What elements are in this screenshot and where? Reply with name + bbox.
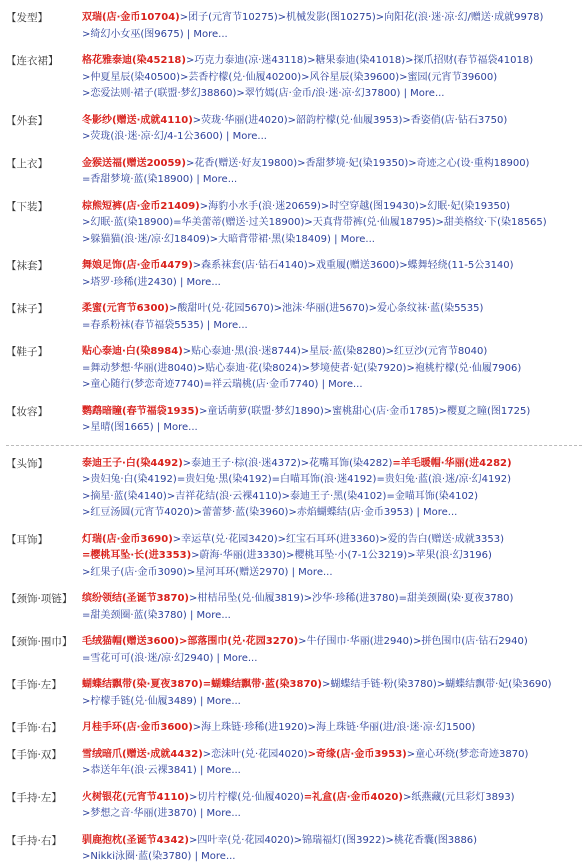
item-line <box>82 651 586 668</box>
item-line <box>82 377 586 394</box>
category-row <box>2 107 586 146</box>
item-link[interactable]: >时空穿越(图19430) <box>320 200 419 212</box>
item-link[interactable]: >韶韵柠檬(兑·仙履3953) <box>287 114 403 126</box>
category-label: 【耳饰】 <box>6 533 48 546</box>
item-line <box>82 129 586 146</box>
item-line <box>82 489 586 506</box>
highlighted-item-link[interactable]: >奇缘(店·金币3953) <box>307 748 407 760</box>
category-label: 【连衣裙】 <box>6 55 59 67</box>
item-link[interactable]: >花嘴耳饰(染4282) <box>300 457 393 469</box>
item-link[interactable]: >恭送年年(浪·云裸3841) <box>82 765 197 776</box>
item-link[interactable]: >赤焰蝴蝶结(店·金币3953) <box>288 507 414 518</box>
more-link[interactable]: | More... <box>186 609 231 621</box>
highlighted-item-link[interactable]: 蝴蝶结飘带(染·夏夜3870) <box>82 679 203 690</box>
item-link[interactable]: >爱的告白(赠送·成就3353) <box>379 533 505 545</box>
more-link[interactable]: | More... <box>318 379 363 390</box>
item-link[interactable]: >红果子(店·金币3090) <box>82 566 187 578</box>
item-line <box>82 86 586 103</box>
item-list <box>82 628 586 667</box>
item-link[interactable]: =香甜梦境·蓝(染18900) <box>82 174 194 185</box>
more-link[interactable]: | More... <box>400 88 445 99</box>
item-link[interactable]: >香姿俏(店·钻石3750) <box>402 114 508 126</box>
category-row <box>2 150 586 189</box>
item-link[interactable]: >柑桔吊坠(兑·仙履3819) <box>188 593 304 604</box>
item-link[interactable]: =白喵耳饰(浪·迷4192) <box>271 474 377 485</box>
item-line <box>82 747 586 764</box>
item-link[interactable]: >童心随行(梦恋奇迹7740) <box>82 379 204 390</box>
item-link[interactable]: =华美蕾蒂(赠送·过关18900) <box>173 217 305 228</box>
category-row <box>2 193 586 249</box>
item-link[interactable]: >星辰·蓝(染8280) <box>300 346 386 357</box>
item-list <box>82 4 586 43</box>
item-link[interactable]: >贵妇兔·白(染4192) <box>82 474 177 485</box>
section-divider <box>6 445 582 446</box>
item-link[interactable]: >森系袜套(店·钻石4140) <box>192 260 308 271</box>
item-line <box>82 27 586 44</box>
item-link[interactable]: >大暗背带裙·黑(染18409) <box>209 233 331 245</box>
item-link[interactable]: =金喵耳饰(染4102) <box>386 490 479 502</box>
highlighted-item-link[interactable]: 双瑞(店·金币10704) <box>82 12 180 23</box>
item-link[interactable]: >绮幻小女巫(图9675) <box>82 28 184 40</box>
item-line <box>82 505 586 522</box>
item-link[interactable]: >糖果泰迪(染41018) <box>307 55 406 66</box>
category-row <box>2 398 586 437</box>
outfit-ranking-list <box>0 4 588 862</box>
item-link[interactable]: >荧珑(浪·迷·凉·幻/4-1公3600) <box>82 131 223 142</box>
highlighted-item-link[interactable]: 贴心泰迪·白(染8984) <box>82 346 183 357</box>
highlighted-item-link[interactable]: 缤纷领结(圣诞节3870) <box>82 593 189 604</box>
item-link[interactable]: >纸燕藏(元旦彩灯3893) <box>402 791 515 803</box>
item-line <box>82 301 586 318</box>
item-list <box>82 107 586 146</box>
item-link[interactable]: >荧珑·华丽(进4020) <box>192 114 288 126</box>
item-list <box>82 714 586 737</box>
item-link[interactable]: >贴心泰迪·黑(浪·迷8744) <box>182 346 301 357</box>
item-link[interactable]: >风谷星辰(染39600) <box>301 71 400 83</box>
item-link[interactable]: >吉祥花结(浪·云裸4110) <box>166 490 282 502</box>
category-label: 【袜套】 <box>6 260 48 272</box>
item-link[interactable]: =贵妇兔·黑(染4192) <box>176 474 272 485</box>
more-link[interactable]: | More... <box>222 131 267 142</box>
item-list <box>82 450 586 522</box>
category-row <box>2 295 586 334</box>
item-link[interactable]: >天真背带裤(兑·仙履18795) <box>304 217 436 228</box>
item-line <box>82 70 586 87</box>
item-line <box>82 361 586 378</box>
more-link[interactable]: | More... <box>183 28 228 40</box>
item-link[interactable]: >幸运草(兑·花园3420) <box>172 533 278 545</box>
item-link[interactable]: >切片柠檬(兑·仙履4020) <box>188 791 304 803</box>
category-label: 【手持·左】 <box>6 791 62 804</box>
item-line <box>82 634 586 651</box>
item-link[interactable]: >甜美格纹·下(染18565) <box>435 217 547 228</box>
item-line <box>82 456 586 473</box>
item-link[interactable]: >幻眠·蓝(染18900) <box>82 217 174 228</box>
item-list <box>82 338 586 394</box>
item-link[interactable]: >海豹小水手(浪·迷20659) <box>199 200 321 212</box>
item-link[interactable]: >蜜桃甜心(店·金币1785) <box>323 405 439 417</box>
item-link[interactable]: >向阳花(浪·迷·凉·幻/赠送·成就9978) <box>375 12 544 23</box>
item-link[interactable]: >苹果(浪·幻3196) <box>407 550 492 561</box>
item-line <box>82 806 586 823</box>
category-label: 【发型】 <box>6 12 48 24</box>
item-link[interactable]: >童心环绕(梦恋奇迹3870) <box>406 748 529 760</box>
highlighted-item-link[interactable]: 棕熊短裤(店·金币21409) <box>82 200 200 212</box>
item-link[interactable]: >四叶幸(兑·花园4020) <box>188 834 294 846</box>
item-link[interactable]: =祥云瑞桃(店·金币7740) <box>203 379 319 390</box>
item-link[interactable]: >仲夏星辰(染40500) <box>82 71 180 83</box>
item-line <box>82 591 586 608</box>
item-line <box>82 404 586 421</box>
item-link[interactable]: >红豆汤圆(元宵节4020) <box>82 507 194 518</box>
category-label: 【手持·右】 <box>6 834 62 847</box>
highlighted-item-link[interactable]: 舞娘足饰(店·金币4479) <box>82 260 193 271</box>
highlighted-item-link[interactable]: 金猴送福(赠送20059) <box>82 157 186 169</box>
item-link[interactable]: >樱夏之瞳(图1725) <box>438 405 531 417</box>
item-link[interactable]: >贴心泰迪·花(染8024) <box>196 362 302 374</box>
item-link[interactable]: >蕾蕾梦·蓝(染3960) <box>193 507 289 518</box>
category-row <box>2 338 586 394</box>
category-label: 【手饰·左】 <box>6 679 62 691</box>
item-link[interactable]: >戏重履(赠送3600) <box>307 260 400 271</box>
category-row <box>2 252 586 291</box>
item-link[interactable]: =雪花可可(浪·迷/凉·幻2940) <box>82 652 214 664</box>
item-link[interactable]: >Nikki泳圈·蓝(染3780) <box>82 851 192 862</box>
item-link[interactable]: >蝴蝶结手链·粉(染3780) <box>321 679 437 690</box>
item-link[interactable]: >牛仔围巾·华丽(进2940) <box>298 636 413 647</box>
item-line <box>82 790 586 807</box>
category-label: 【鞋子】 <box>6 346 48 358</box>
category-label: 【头饰】 <box>6 457 48 470</box>
category-row <box>2 628 586 667</box>
item-line <box>82 833 586 850</box>
item-line <box>82 532 586 549</box>
item-link[interactable]: >摘星·蓝(染4140) <box>82 490 167 502</box>
item-link[interactable]: =甜美颈圈·蓝(染3780) <box>82 609 187 621</box>
item-link[interactable]: >恋沫叶(兑·花园4020) <box>202 748 308 760</box>
more-link[interactable]: | More... <box>153 422 198 433</box>
more-link[interactable]: | More... <box>176 276 221 288</box>
item-line <box>82 720 586 737</box>
item-link[interactable]: =舞动梦想·华丽(进8040) <box>82 362 197 374</box>
item-link[interactable]: =甜美颈圈(染·夏夜3780) <box>398 593 514 604</box>
highlighted-item-link[interactable]: 雪绒暗爪(赠送·成就4432) <box>82 748 203 760</box>
highlighted-item-link[interactable]: =蝴蝶结飘带·蓝(染3870) <box>202 679 322 690</box>
item-line <box>82 275 586 292</box>
more-link[interactable]: | More... <box>196 695 241 707</box>
highlighted-item-link[interactable]: >部落围巾(兑·花园3270) <box>178 636 299 647</box>
item-list <box>82 150 586 189</box>
item-list <box>82 193 586 249</box>
category-label: 【颈饰·项链】 <box>6 593 73 605</box>
item-line <box>82 199 586 216</box>
more-link[interactable]: | More... <box>191 851 236 862</box>
item-line <box>82 215 586 232</box>
item-link[interactable]: >柠檬手链(兑·仙履3489) <box>82 695 197 707</box>
category-label: 【颈饰·围巾】 <box>6 636 73 648</box>
category-label: 【上衣】 <box>6 157 48 170</box>
item-link[interactable]: >爱心条纹袜·蓝(染5535) <box>368 303 484 314</box>
item-link[interactable]: >星晴(图1665) <box>82 422 154 433</box>
category-row <box>2 827 586 866</box>
item-line <box>82 53 586 70</box>
item-link[interactable]: >巧克力泰迪(凉·迷43118) <box>185 55 308 66</box>
item-link[interactable]: >池沫·华丽(进5670) <box>273 303 369 314</box>
item-list <box>82 784 586 823</box>
category-label: 【外套】 <box>6 114 48 127</box>
category-row <box>2 585 586 624</box>
item-link[interactable]: >躲猫猫(浪·迷/凉·幻18409) <box>82 233 210 245</box>
item-link[interactable]: >海上珠链·华丽(进/浪·迷·凉·幻1500) <box>307 722 476 733</box>
item-line <box>82 10 586 27</box>
item-line <box>82 318 586 335</box>
item-list <box>82 827 586 866</box>
category-row <box>2 671 586 710</box>
category-row <box>2 741 586 780</box>
item-link[interactable]: >蔚海·华丽(进3330) <box>191 550 286 561</box>
item-link[interactable]: >恋爱法则·裙子(联盟·梦幻38860) <box>82 88 237 99</box>
item-link[interactable]: >塔罗·珍稀(进2430) <box>82 276 177 288</box>
item-link[interactable]: >花香(赠送·好友19800) <box>185 157 298 169</box>
item-link[interactable]: =春系粉袜(春节福袋5535) <box>82 319 204 331</box>
item-link[interactable]: >锦瑞福灯(图3922) <box>293 834 386 846</box>
category-row <box>2 450 586 522</box>
item-line <box>82 113 586 130</box>
item-link[interactable]: >梦境使者·妃(染7920) <box>301 362 407 374</box>
item-list <box>82 295 586 334</box>
highlighted-item-link[interactable]: 泰迪王子·白(染4492) <box>82 457 183 469</box>
item-list <box>82 47 586 103</box>
item-line <box>82 763 586 780</box>
category-label: 【手饰·双】 <box>6 748 62 761</box>
category-row <box>2 714 586 737</box>
item-line <box>82 677 586 694</box>
more-link[interactable]: | More... <box>413 507 458 518</box>
item-link[interactable]: >蝴蝶结飘带·妃(染3690) <box>436 679 552 690</box>
highlighted-item-link[interactable]: =礼盒(店·金币4020) <box>303 791 403 803</box>
item-link[interactable]: >酸甜叶(兑·花园5670) <box>168 303 274 314</box>
item-link[interactable]: >翠竹嫣(店·金币/浪·迷·凉·幻37800) <box>236 88 401 99</box>
more-link[interactable]: | More... <box>203 319 248 331</box>
category-row <box>2 4 586 43</box>
item-line <box>82 472 586 489</box>
more-link[interactable]: | More... <box>193 174 238 185</box>
item-link[interactable]: >红宝石耳环(进3360) <box>277 533 380 545</box>
more-link[interactable]: | More... <box>196 765 241 776</box>
item-link[interactable]: >沙华·珍稀(进3780) <box>303 593 399 604</box>
item-line <box>82 694 586 711</box>
category-row <box>2 784 586 823</box>
item-link[interactable]: >机械发影(图10275) <box>277 12 376 23</box>
highlighted-item-link[interactable]: 格花雅泰迪(染45218) <box>82 55 186 66</box>
item-line <box>82 548 586 565</box>
highlighted-item-link[interactable]: 灯瑞(店·金币3690) <box>82 533 173 545</box>
item-link[interactable]: >探爪招财(春节福袋41018) <box>405 55 534 66</box>
item-line <box>82 849 586 866</box>
highlighted-item-link[interactable]: 驯鹿抱枕(圣诞节4342) <box>82 834 189 846</box>
item-link[interactable]: >泰迪王子·棕(浪·迷4372) <box>182 457 301 469</box>
category-label: 【妆容】 <box>6 405 48 418</box>
item-list <box>82 398 586 437</box>
item-line <box>82 172 586 189</box>
category-label: 【下装】 <box>6 200 48 213</box>
item-line <box>82 565 586 582</box>
item-link[interactable]: >奇迹之心(设·重构18900) <box>408 157 530 169</box>
highlighted-item-link[interactable]: 毛绒猫帽(赠送3600) <box>82 636 179 647</box>
highlighted-item-link[interactable]: 火树银花(元宵节4110) <box>82 791 189 803</box>
category-label: 【手饰·右】 <box>6 722 62 734</box>
highlighted-item-link[interactable]: 柔蜜(元宵节6300) <box>82 303 169 314</box>
highlighted-item-link[interactable]: 月桂手环(店·金币3600) <box>82 722 193 733</box>
item-link[interactable]: >星河耳环(赠送2970) <box>186 566 289 578</box>
item-line <box>82 232 586 249</box>
item-list <box>82 252 586 291</box>
more-link[interactable]: | More... <box>196 808 241 819</box>
item-link[interactable]: >袍桃柠檬(兑·仙履7906) <box>406 362 522 374</box>
item-line <box>82 156 586 173</box>
item-link[interactable]: >团子(元宵节10275) <box>179 12 278 23</box>
item-line <box>82 608 586 625</box>
item-link[interactable]: >红豆沙(元宵节8040) <box>385 346 488 357</box>
item-link[interactable]: >香甜梦境·妃(染19350) <box>297 157 409 169</box>
item-list <box>82 526 586 582</box>
item-list <box>82 741 586 780</box>
item-link[interactable]: >蝶舞轻绕(11-5公3140) <box>399 260 514 271</box>
more-link[interactable]: | More... <box>213 652 258 664</box>
item-link[interactable]: =贵妇兔·蓝(浪·迷/凉·幻4192) <box>376 474 511 485</box>
item-list <box>82 671 586 710</box>
item-line <box>82 258 586 275</box>
item-link[interactable]: >樱桃耳坠·小(7-1公3219) <box>285 550 408 561</box>
item-link[interactable]: >泰迪王子·黑(染4102) <box>281 490 387 502</box>
highlighted-item-link[interactable]: =樱桃耳坠·长(进3353) <box>82 550 192 561</box>
item-list <box>82 585 586 624</box>
item-link[interactable]: >桃花香囊(图3886) <box>385 834 478 846</box>
category-row <box>2 47 586 103</box>
item-link[interactable]: >梦想之音·华丽(进3870) <box>82 808 197 819</box>
item-link[interactable]: >蜜园(元宵节39600) <box>399 71 498 83</box>
item-line <box>82 344 586 361</box>
item-link[interactable]: >海上珠链·珍稀(进1920) <box>192 722 308 733</box>
category-row <box>2 526 586 582</box>
more-link[interactable]: | More... <box>288 566 333 578</box>
item-line <box>82 420 586 437</box>
item-link[interactable]: >童话萌萝(联盟·梦幻1890) <box>198 405 324 417</box>
more-link[interactable]: | More... <box>330 233 375 245</box>
item-link[interactable]: >拼色围巾(店·钻石2940) <box>412 636 528 647</box>
highlighted-item-link[interactable]: 鹦鹉暗瞳(春节福袋1935) <box>82 405 199 417</box>
highlighted-item-link[interactable]: 冬影纱(赠送·成就4110) <box>82 114 193 126</box>
item-link[interactable]: >芸香柠檬(兑·仙履40200) <box>180 71 302 83</box>
category-label: 【袜子】 <box>6 303 48 315</box>
item-link[interactable]: >幻眠·妃(染19350) <box>418 200 511 212</box>
highlighted-item-link[interactable]: =羊毛暖帽·华丽(进4282) <box>392 457 512 469</box>
